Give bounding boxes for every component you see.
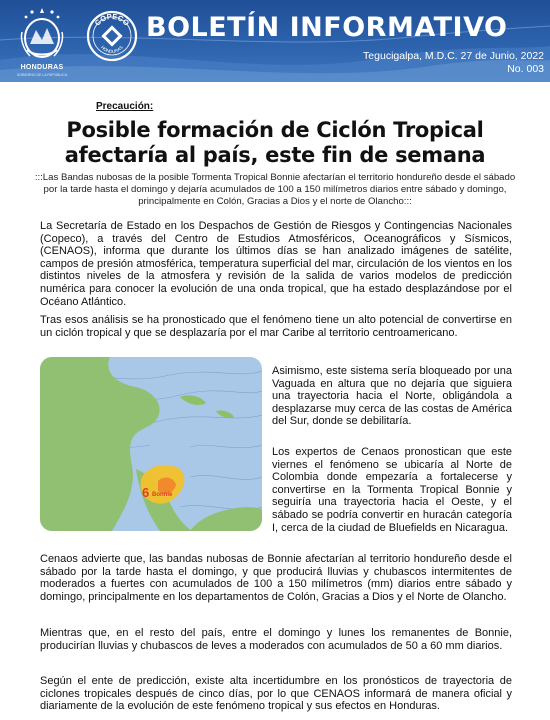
forecast-map-graphic [40, 357, 262, 531]
satellite-map-image [40, 357, 262, 531]
date-location: Tegucigalpa, M.D.C. 27 de Junio, 2022 [363, 50, 544, 62]
dateline [363, 50, 544, 76]
bulletin-header [0, 0, 550, 82]
copeco-logo-text: COPECO [92, 11, 132, 28]
country-label: HONDURAS [20, 64, 64, 71]
copeco-logo-icon [86, 10, 138, 62]
article-headline [20, 118, 530, 168]
country-sub-label: GOBIERNO DE LA REPÚBLICA [16, 73, 68, 77]
honduras-emblem-icon [14, 4, 70, 64]
headline-line-2: afectaría al país, este fin de semana [64, 143, 486, 167]
paragraph-6: Mientras que, en el resto del país, entre el domingo y lunes los remanentes de Bonnie, producirían lluvias y chubascos de leves a moderados con acumulados de 50 a 60 mm diarios. [40, 627, 512, 652]
hurricane-symbol-icon: 6 [142, 485, 150, 500]
paragraph-3: Asimismo, este sistema sería bloqueado por una Vaguada en altura que no dejaría que siguiera una trayectoria hacia el Norte, obligándola a desplazarse muy cerca de las costas de América del Sur, donde se debilitaría. [272, 365, 512, 428]
article-kicker: Precaución: [96, 101, 154, 112]
paragraph-7: Según el ente de predicción, existe alta incertidumbre en los pronósticos de trayectoria de ciclones tropicales después de cinco días, por lo que CENAOS informará de manera oficial y diariamente de la evolución de este fenómeno tropical y sus efectos en Honduras. [40, 675, 512, 713]
honduras-coat-of-arms [14, 4, 70, 76]
storm-label: Bonnie [152, 492, 173, 498]
bulletin-title: BOLETÍN INFORMATIVO [146, 12, 508, 43]
paragraph-1: La Secretaría de Estado en los Despachos de Gestión de Riesgos y Contingencias Nacionales (Copeco), a través del Centro de Estudios Atmosféricos, Oceanográficos y Sísmicos, (CENAOS), informa que durante los últimos días se han analizado imágenes de satélite, campos de presión atmosférica, temperatura superficial del mar, circulación de los vientos en los distintos niveles de la atmosfera y revisión de la salida de varios modelos de predicción numérica para conocer la evolución de una onda tropical, que ha estado desplazándose por el Océano Atlántico. [40, 220, 512, 308]
article-lead: :::Las Bandas nubosas de la posible Tormenta Tropical Bonnie afectarían el territorio hondureño desde el sábado por la tarde hasta el domingo y dejaría acumulados de 100 a 150 milímetros diarios entre sábado y domingo, principalmente en Colón, Gracias a Dios y el norte de Olancho::: [34, 172, 516, 207]
copeco-logo-subtext: HONDURAS [100, 44, 124, 55]
copeco-logo [86, 10, 138, 62]
headline-line-1: Posible formación de Ciclón Tropical [66, 118, 484, 142]
bulletin-number: No. 003 [507, 63, 544, 75]
paragraph-5: Cenaos advierte que, las bandas nubosas de Bonnie afectarían al territorio hondureño desde el sábado por la tarde hasta el domingo, y que producirá lluvias y chubascos intermitentes de moderados a fuertes con acumulados de 100 a 150 milímetros (mm) diarios entre sábado y domingo, principalmente en los departamentos de Colón, Gracias a Dios y el Norte de Olancho. [40, 553, 512, 603]
svg-text:COPECO [93, 12, 131, 28]
paragraph-2: Tras esos análisis se ha pronosticado que el fenómeno tiene un alto potencial de convertirse en un ciclón tropical y que se desplazaría por el mar Caribe al territorio centroamericano. [40, 314, 512, 339]
paragraph-4: Los expertos de Cenaos pronostican que este viernes el fenómeno se ubicaría al Norte de Colombia donde empezaría a fortalecerse y convertirse en la Tormenta Tropical Bonnie y seguiría una trayectoria hacia el Oeste, y el sábado se podría convertir en huracán categoría I, cerca de la ciudad de Bluefields en Nicaragua. [272, 446, 512, 534]
